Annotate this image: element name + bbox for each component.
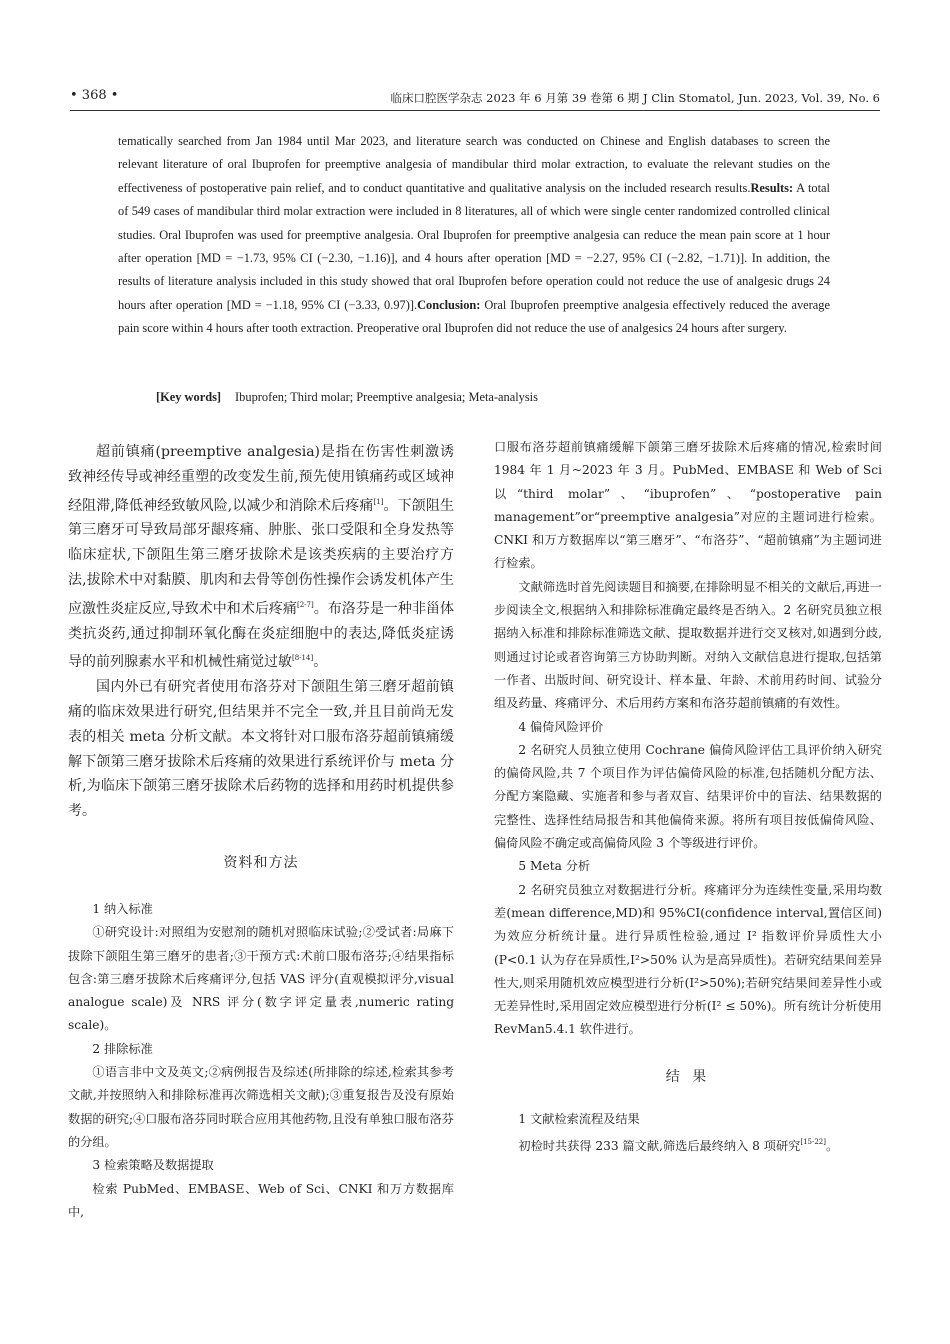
keywords	[156, 390, 538, 405]
inclusion-criteria-text: ①研究设计:对照组为安慰剂的随机对照临床试验;②受试者:局麻下拔除下颌阻生第三磨牙的患者;③干预方式:术前口服布洛芬;④结果指标包含:第三磨牙拔除术后疼痛评分,包括 VAS 评分(直观模拟评分,visual analogue scale)及 NRS 评分(数字评定量表,numeric rating scale)。	[68, 925, 454, 1033]
search-strategy-continued: 口服布洛芬超前镇痛缓解下颌第三磨牙拔除术后疼痛的情况,检索时间 1984 年 1 月~2023 年 3 月。PubMed、EMBASE 和 Web of Sci 以“third molar”、“ibuprofen”、“postoperative pain management”or“preemptive analgesia”对应的主题词进行检索。CNKI 和万方数据库以“第三磨牙”、“布洛芬”、“超前镇痛”为主题词进行检索。	[494, 440, 882, 571]
english-abstract	[118, 130, 830, 341]
literature-search-text: 初检时共获得 233 篇文献,筛选后最终纳入 8 项研究[15-22]。	[518, 1138, 839, 1154]
citation-15-22: [15-22]	[800, 1138, 826, 1147]
results-section-title: 结 果	[665, 1068, 711, 1085]
page-header	[70, 88, 880, 111]
bias-risk-heading: 4 偏倚风险评价	[518, 719, 604, 734]
conclusion-label: Conclusion:	[417, 297, 481, 312]
intro-paragraph-1: 超前镇痛(preemptive analgesia)是指在伤害性刺激诱致神经传导或神经重塑的改变发生前,预先使用镇痛药或区域神经阻滞,降低神经致敏风险,以减少和消除术后疼痛[1]。下颌阻生第三磨牙可导致局部牙龈疼痛、肿胀、张口受限和全身发热等临床症状,下颌阻生第三磨牙拔除术是该类疾病的主要治疗方法,拔除术中对黏膜、肌肉和去骨等创伤性操作会诱发机体产生应激性炎症反应,导致术中和术后疼痛[2-7]。布洛芬是一种非甾体类抗炎药,通过抑制环氧化酶在炎症细胞中的表达,降低炎症诱导的前列腺素水平和机械性痛觉过敏[8-14]。	[68, 444, 455, 671]
page-number: • 368 •	[70, 88, 119, 103]
keywords-label: [Key words]	[156, 390, 222, 404]
citation-8-14: [8-14]	[292, 654, 314, 663]
screening-text: 文献筛选时首先阅读题目和摘要,在排除明显不相关的文献后,再进一步阅读全文,根据纳入和排除标准确定最终是否纳入。2 名研究员独立根据纳入标准和排除标准筛选文献、提取数据并进行交叉核对,如遇到分歧,则通过讨论或者咨询第三方协助判断。对纳入文献信息进行提取,包括第一作者、出版时间、研究设计、样本量、年龄、术前用药时间、试验分组及药量、疼痛评分、术后用药方案和布洛芬超前镇痛的有效性。	[494, 579, 882, 711]
journal-citation: 临床口腔医学杂志 2023 年 6 月第 39 卷第 6 期 J Clin Stomatol, Jun. 2023, Vol. 39, No. 6	[390, 91, 880, 105]
bias-risk-text: 2 名研究人员独立使用 Cochrane 偏倚风险评估工具评价纳入研究的偏倚风险,共 7 个项目作为评估偏倚风险的标准,包括随机分配方法、分配方案隐藏、实施者和参与者双盲、结果评价中的盲法、结果数据的完整性、选择性结局报告和其他偏倚来源。将所有项目按低偏倚风险、偏倚风险不确定或高偏倚风险 3 个等级进行评价。	[494, 742, 882, 851]
inclusion-criteria-heading: 1 纳入标准	[92, 901, 153, 916]
methods-section-title: 资料和方法	[223, 854, 299, 871]
meta-analysis-text: 2 名研究员独立对数据进行分析。疼痛评分为连续性变量,采用均数差(mean difference,MD)和 95%CI(confidence interval,置信区间)为效应分析统计量。进行异质性检验,通过 I² 指数评价异质性大小(P<0.1 认为存在异质性,I²>50% 认为是高异质性)。若研究结果间差异性大,则采用随机效应模型进行分析(I²>50%);若研究结果间差异性小或无差异性时,采用固定效应模型进行分析(I² ≤ 50%)。所有统计分析使用 RevMan5.4.1 软件进行。	[494, 882, 882, 1037]
right-column	[494, 436, 882, 1158]
citation-2-7: [2-7]	[296, 600, 314, 609]
search-strategy-heading: 3 检索策略及数据提取	[92, 1158, 214, 1173]
abstract-methods-text: tematically searched from Jan 1984 until Mar 2023, and literature search was conducted on Chinese and English databases to screen the relevant literature of oral Ibuprofen for preemptive analgesia of mandibular third molar extraction, to evaluate the relevant studies on the effectiveness of postoperative pain relief, and to conduct quantitative and qualitative analysis on the included research results.	[118, 134, 830, 195]
abstract-conclusion-text: Oral Ibuprofen preemptive analgesia effectively reduced the average pain score within 4 hours after tooth extraction. Preoperative oral Ibuprofen did not reduce the use of analgesics 24 hours after surgery.	[118, 297, 831, 336]
search-strategy-text: 检索 PubMed、EMBASE、Web of Sci、CNKI 和万方数据库中,	[68, 1181, 454, 1219]
literature-search-heading: 1 文献检索流程及结果	[518, 1111, 640, 1126]
abstract-results-text: A total of 549 cases of mandibular third molar extraction were included in 8 literatures, all of which were single center randomized controlled clinical studies. Oral Ibuprofen was used for preemptive analgesia. Oral Ibuprofen for preemptive analgesia can reduce the mean pain score at 1 hour after operation [MD = −1.73, 95% CI (−2.30, −1.16)], and 4 hours after operation [MD = −2.27, 95% CI (−2.82, −1.71)]. In addition, the results of literature analysis included in this study showed that oral Ibuprofen before operation could not reduce the use of analgesic drugs 24 hours after operation [MD = −1.18, 95% CI (−3.33, 0.97)].	[118, 180, 830, 312]
citation-1: [1]	[373, 497, 384, 506]
exclusion-criteria-heading: 2 排除标准	[92, 1041, 153, 1056]
left-column	[68, 440, 454, 1224]
exclusion-criteria-text: ①语言非中文及英文;②病例报告及综述(所排除的综述,检索其参考文献,并按照纳入和排除标准再次筛选相关文献);③重复报告及没有原始数据的研究;④口服布洛芬同时联合应用其他药物,且没有单独口服布洛芬的分组。	[68, 1065, 454, 1149]
results-label: Results:	[750, 180, 794, 195]
meta-analysis-heading: 5 Meta 分析	[518, 859, 591, 874]
keywords-text: Ibuprofen; Third molar; Preemptive analgesia; Meta-analysis	[235, 390, 538, 404]
intro-paragraph-2: 国内外已有研究者使用布洛芬对下颌阻生第三磨牙超前镇痛的临床效果进行研究,但结果并不完全一致,并且目前尚无发表的相关 meta 分析文献。本文将针对口服布洛芬超前镇痛缓解下颌第三磨牙拔除术后疼痛的效果进行系统评价与 meta 分析,为临床下颌第三磨牙拔除术后药物的选择和用药时机提供参考。	[68, 679, 454, 820]
